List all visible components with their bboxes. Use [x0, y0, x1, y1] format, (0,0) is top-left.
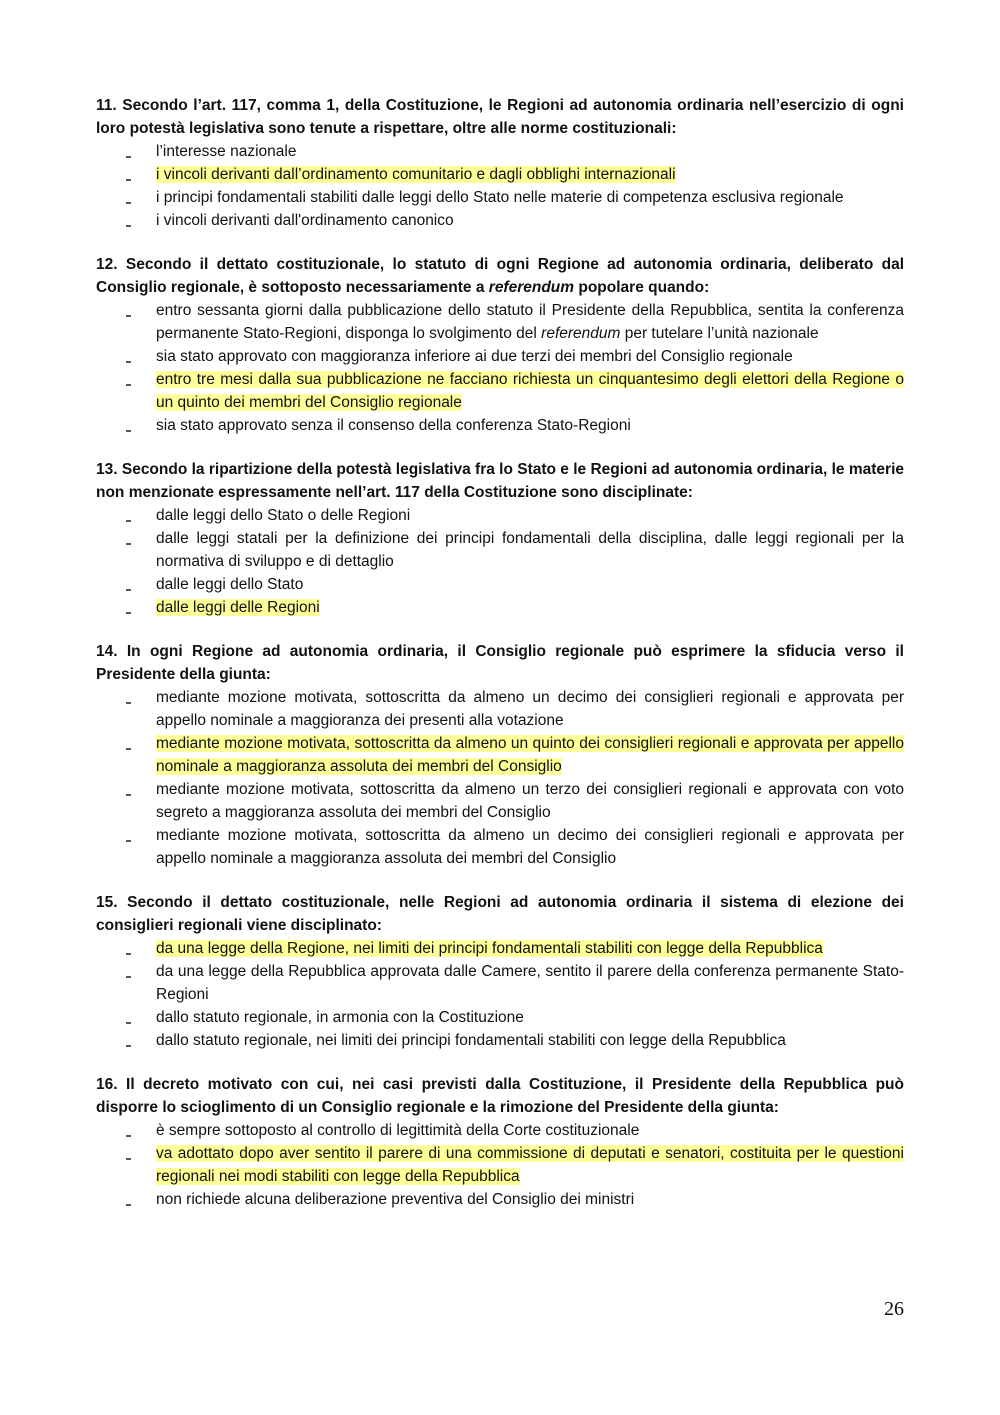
answer-text: i principi fondamentali stabiliti dalle leggi dello Stato nelle materie di competenza esclusiva regionale	[156, 189, 844, 206]
answer-option	[96, 209, 904, 232]
dash-bullet-icon	[124, 299, 134, 322]
question-text: 16. Il decreto motivato con cui, nei casi previsti dalla Costituzione, il Presidente della Repubblica può disporre lo scioglimento di un Consiglio regionale e la rimozione del Presidente della giunta:	[96, 1076, 904, 1116]
answer-text: dallo statuto regionale, nei limiti dei principi fondamentali stabiliti con legge della Repubblica	[156, 1032, 786, 1049]
answer-option	[96, 960, 904, 1006]
dash-bullet-icon	[124, 1119, 134, 1142]
answer-text: dalle leggi delle Regioni	[156, 599, 320, 616]
question-text-italic: referendum	[488, 279, 575, 296]
dash-bullet-icon	[124, 1006, 134, 1029]
question-13	[96, 458, 904, 619]
answer-text: i vincoli derivanti dall'ordinamento canonico	[156, 212, 454, 229]
answer-options	[96, 1119, 904, 1211]
dash-bullet-icon	[124, 824, 134, 847]
answer-text: sia stato approvato senza il consenso della conferenza Stato-Regioni	[156, 417, 631, 434]
question-14	[96, 640, 904, 870]
dash-bullet-icon	[124, 1029, 134, 1052]
answer-option	[96, 345, 904, 368]
answer-options	[96, 299, 904, 437]
answer-text: mediante mozione motivata, sottoscritta da almeno un quinto dei consiglieri regionali e approvata per appello nominale a maggioranza assoluta dei membri del Consiglio	[156, 735, 904, 775]
question-text-part: popolare quando:	[574, 279, 710, 296]
dash-bullet-icon	[124, 778, 134, 801]
question-text: 13. Secondo la ripartizione della potestà legislativa fra lo Stato e le Regioni ad autonomia ordinaria, le materie non menzionate espressamente nell’art. 117 della Costituzione sono disciplinate:	[96, 461, 904, 501]
answer-option	[96, 573, 904, 596]
answer-option	[96, 527, 904, 573]
dash-bullet-icon	[124, 368, 134, 391]
page-number: 26	[884, 1298, 904, 1320]
answer-option	[96, 186, 904, 209]
answer-options	[96, 937, 904, 1052]
answer-text-italic: referendum	[541, 325, 621, 342]
question-text: 11. Secondo l’art. 117, comma 1, della Costituzione, le Regioni ad autonomia ordinaria nell’esercizio di ogni loro potestà legislativa sono tenute a rispettare, oltre alle norme costituzionali:	[96, 97, 904, 137]
answer-options	[96, 504, 904, 619]
answer-option	[96, 414, 904, 437]
answer-option-correct	[96, 1142, 904, 1188]
answer-text: dalle leggi statali per la definizione dei principi fondamentali della disciplina, dalle leggi regionali per la normativa di sviluppo e di dettaglio	[156, 530, 904, 570]
dash-bullet-icon	[124, 504, 134, 527]
dash-bullet-icon	[124, 1142, 134, 1165]
question-16	[96, 1073, 904, 1211]
dash-bullet-icon	[124, 140, 134, 163]
answer-text: l’interesse nazionale	[156, 143, 297, 160]
dash-bullet-icon	[124, 732, 134, 755]
dash-bullet-icon	[124, 345, 134, 368]
answer-text: mediante mozione motivata, sottoscritta da almeno un terzo dei consiglieri regionali e approvata con voto segreto a maggioranza assoluta dei membri del Consiglio	[156, 781, 904, 821]
answer-text: da una legge della Regione, nei limiti dei principi fondamentali stabiliti con legge della Repubblica	[156, 940, 823, 957]
question-text: 15. Secondo il dettato costituzionale, nelle Regioni ad autonomia ordinaria il sistema di elezione dei consiglieri regionali viene disciplinato:	[96, 894, 904, 934]
dash-bullet-icon	[124, 163, 134, 186]
answer-text: i vincoli derivanti dall’ordinamento comunitario e dagli obblighi internazionali	[156, 166, 676, 183]
dash-bullet-icon	[124, 414, 134, 437]
answer-option	[96, 1119, 904, 1142]
answer-option	[96, 1006, 904, 1029]
question-12	[96, 253, 904, 437]
dash-bullet-icon	[124, 596, 134, 619]
answer-text-part: entro sessanta giorni dalla pubblicazione dello statuto il Presidente della Repubblica, sentita la conferenza permanente Stato-Regioni, disponga lo svolgimento del	[156, 302, 904, 342]
dash-bullet-icon	[124, 209, 134, 232]
dash-bullet-icon	[124, 573, 134, 596]
answer-text: è sempre sottoposto al controllo di legittimità della Corte costituzionale	[156, 1122, 640, 1139]
answer-option	[96, 824, 904, 870]
answer-option-correct	[96, 368, 904, 414]
answer-option-correct	[96, 732, 904, 778]
answer-options	[96, 140, 904, 232]
answer-option	[96, 140, 904, 163]
answer-text: mediante mozione motivata, sottoscritta da almeno un decimo dei consiglieri regionali e approvata per appello nominale a maggioranza assoluta dei membri del Consiglio	[156, 827, 904, 867]
question-text: 14. In ogni Regione ad autonomia ordinaria, il Consiglio regionale può esprimere la sfiducia verso il Presidente della giunta:	[96, 643, 904, 683]
answer-option-correct	[96, 596, 904, 619]
answer-option	[96, 778, 904, 824]
question-11	[96, 94, 904, 232]
answer-text: non richiede alcuna deliberazione preventiva del Consiglio dei ministri	[156, 1191, 635, 1208]
question-text	[96, 253, 904, 299]
answer-text: dalle leggi dello Stato	[156, 576, 304, 593]
answer-text: da una legge della Repubblica approvata dalle Camere, sentito il parere della conferenza permanente Stato-Regioni	[156, 963, 904, 1003]
answer-option	[96, 1029, 904, 1052]
answer-option	[96, 504, 904, 527]
answer-option-correct	[96, 937, 904, 960]
dash-bullet-icon	[124, 1188, 134, 1211]
dash-bullet-icon	[124, 960, 134, 983]
answer-text: va adottato dopo aver sentito il parere di una commissione di deputati e senatori, costituita per le questioni regionali nei modi stabiliti con legge della Repubblica	[156, 1145, 904, 1185]
answer-option	[96, 299, 904, 345]
dash-bullet-icon	[124, 527, 134, 550]
question-text-part: 12. Secondo il dettato costituzionale, lo statuto di ogni Regione ad autonomia ordinaria, deliberato dal Consiglio regionale, è sottoposto necessariamente a	[96, 256, 904, 296]
answer-text-part: per tutelare l’unità nazionale	[620, 325, 819, 342]
answer-text	[156, 302, 904, 342]
answer-text: entro tre mesi dalla sua pubblicazione ne facciano richiesta un cinquantesimo degli elettori della Regione o un quinto dei membri del Consiglio regionale	[156, 371, 904, 411]
dash-bullet-icon	[124, 937, 134, 960]
answer-text: dalle leggi dello Stato o delle Regioni	[156, 507, 411, 524]
question-15	[96, 891, 904, 1052]
answer-text: mediante mozione motivata, sottoscritta da almeno un decimo dei consiglieri regionali e approvata per appello nominale a maggioranza dei presenti alla votazione	[156, 689, 904, 729]
answer-text: dallo statuto regionale, in armonia con la Costituzione	[156, 1009, 524, 1026]
answer-option-correct	[96, 163, 904, 186]
answer-text: sia stato approvato con maggioranza inferiore ai due terzi dei membri del Consiglio regionale	[156, 348, 793, 365]
document-page	[96, 94, 904, 1232]
answer-options	[96, 686, 904, 870]
dash-bullet-icon	[124, 186, 134, 209]
answer-option	[96, 686, 904, 732]
dash-bullet-icon	[124, 686, 134, 709]
answer-option	[96, 1188, 904, 1211]
